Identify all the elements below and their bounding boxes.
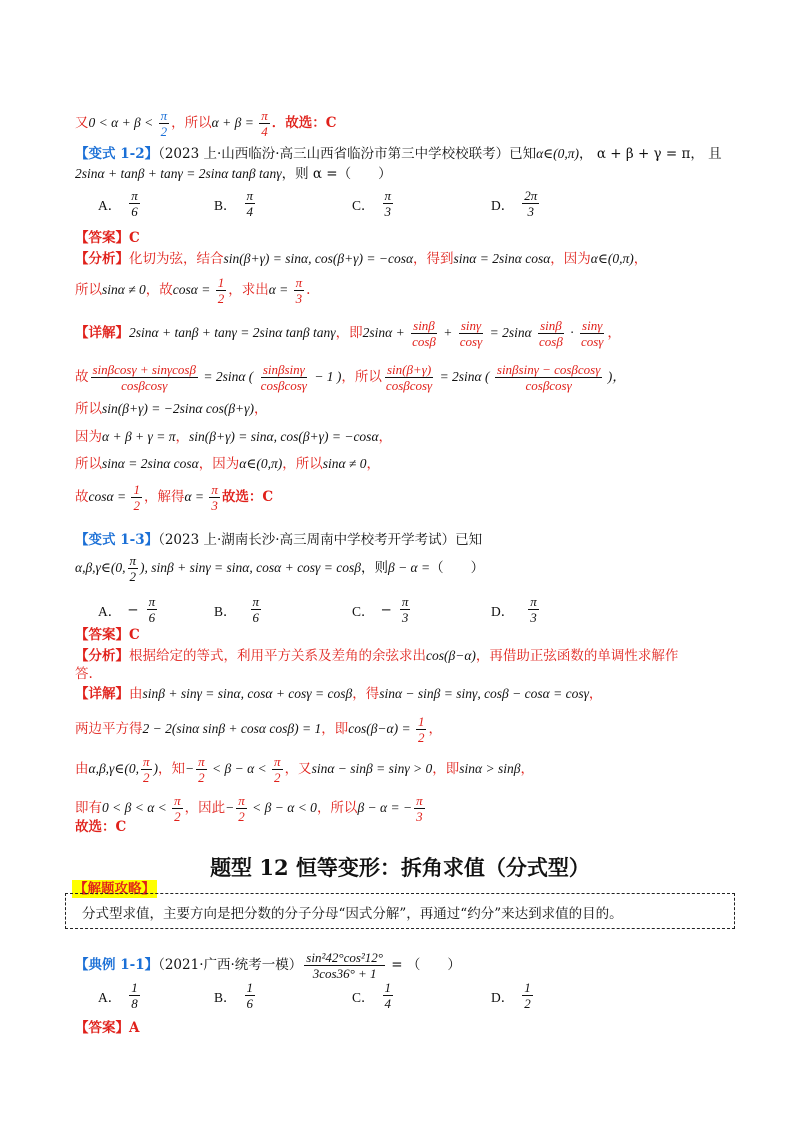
tip-text: 分式型求值，主要方向是把分数的分子分母“因式分解”，再通过“约分”来达到求值的目的。 xyxy=(82,906,623,922)
math: α + β = xyxy=(211,115,258,130)
v13-detail-line1: 【详解】由sinβ + sinγ = sinα, cosα + cosγ = cosβ，得sinα − sinβ = sinγ, cosβ − cosα = cosγ， xyxy=(75,686,603,702)
text: ．故选：C xyxy=(271,115,337,131)
v12-detail-line5: 所以sinα = 2sinα cosα，因为α∈(0,π)，所以sinα ≠ 0， xyxy=(75,456,380,472)
v12-analysis-line1: 【分析】化切为弦，结合sin(β+γ) = sinα, cos(β+γ) = −cosα，得到sinα = 2sinα cosα，因为α∈(0,π)， xyxy=(75,251,648,267)
ex11-question: 【典例 1-1】（2021·广西·统考一模） $\frac{\text{sin²42°cos²12°}}{3\cos 36^\circ + 1}$ = （ ） xyxy=(75,950,461,981)
v12-question-line1 xyxy=(75,145,722,163)
v12-option-c[interactable]: C． $\frac{\pi}{3}$ xyxy=(352,188,392,219)
math: 0 < α + β < xyxy=(88,115,157,130)
v13-question-line2: α,β,γ∈(0, $\frac{\pi}{2}$ ), sinβ + sinγ = sinα, cosα + cosγ = cosβ，则β − α =（ ） xyxy=(75,553,485,584)
v13-analysis-line2: 答. xyxy=(75,666,93,682)
v12-detail-line1: 【详解】2sinα + tanβ + tanγ = 2sinα tanβ tanγ，即2sinα + $\frac{\sin\beta}{\cos\beta}$ + $\frac{\sin\gamma}{\cos\gamma}$ = 2sinα $\frac{\sin\beta}{\cos\beta}$ · $\frac{\sin\gamma}{\cos\gamma}$ ， xyxy=(75,318,621,349)
fraction: $\frac{\pi}{4}$ xyxy=(261,108,268,139)
variant-tag: 【变式 1-2】 xyxy=(75,146,159,162)
v13-answer: 【答案】C xyxy=(75,627,140,643)
ex11-answer: 【答案】A xyxy=(75,1020,140,1036)
intro-line xyxy=(75,108,336,139)
v12-detail-line4: 因为α + β + γ = π，sin(β+γ) = sinα, cos(β+γ) = −cosα， xyxy=(75,429,393,445)
v12-option-a[interactable]: A． $\frac{\pi}{6}$ xyxy=(98,188,138,219)
v13-analysis-line1: 【分析】根据给定的等式，利用平方关系及差角的余弦求出cos(β−α)，再借助正弦函数的单调性求解作 xyxy=(75,648,679,664)
v13-detail-line5: 故选：C xyxy=(75,819,127,835)
v12-detail-line2: 故 $\frac{\sin\beta\cos\gamma + \sin\gamma\cos\beta}{\cos\beta\cos\gamma}$ = 2sinα ( $\frac{\sin\beta\sin\gamma}{\cos\beta\cos\gamma}$ − 1 )，所以 $\frac{\sin(\beta+\gamma)}{\cos\beta\cos\gamma}$ = 2sinα ( $\frac{\sin\beta\sin\gamma - \cos\beta\cos\gamma}{\cos\beta\cos\gamma}$ )， xyxy=(75,362,626,393)
tip-tag: 【解题攻略】 xyxy=(74,881,155,897)
v13-option-d[interactable]: D． $\frac{\pi}{3}$ xyxy=(491,594,537,625)
math: α∈(0,π) xyxy=(536,146,580,161)
source: （2023 上·山西临汾·高三山西省临汾市第三中学校校联考）已知 xyxy=(158,146,537,162)
ex11-option-a[interactable]: A． $\frac{1}{8}$ xyxy=(98,980,138,1011)
ex11-option-c[interactable]: C． $\frac{1}{4}$ xyxy=(352,980,392,1011)
text: ，则 α =（ ） xyxy=(281,166,392,182)
v13-question-line1: 【变式 1-3】（2023 上·湖南长沙·高三周南中学校考开学考试）已知 xyxy=(75,532,483,548)
text: ，所以 xyxy=(171,115,212,131)
v13-detail-line2: 两边平方得2 − 2(sinα sinβ + cosα cosβ) = 1，即cos(β−α) = $\frac{1}{2}$ ， xyxy=(75,714,442,745)
v13-detail-line3: 由α,β,γ∈(0, $\frac{\pi}{2}$ )，知− $\frac{\pi}{2}$ < β − α < $\frac{\pi}{2}$ ，又sinα − sinβ = sinγ > 0，即sinα > sinβ， xyxy=(75,754,534,785)
text: 又 xyxy=(75,115,89,131)
text: ， α + β + γ = π， 且 xyxy=(579,146,722,162)
v12-analysis-line2: 所以sinα ≠ 0，故cosα = $\frac{1}{2}$ ，求出α = $\frac{\pi}{3}$ . xyxy=(75,275,311,306)
v13-option-b[interactable]: B． $\frac{\pi}{6}$ xyxy=(214,594,260,625)
v12-option-b[interactable]: B． $\frac{\pi}{4}$ xyxy=(214,188,254,219)
math: 2sinα + tanβ + tanγ = 2sinα tanβ tanγ xyxy=(75,166,282,181)
v12-detail-line6: 故cosα = $\frac{1}{2}$ ，解得α = $\frac{\pi}{3}$ 故选：C xyxy=(75,482,274,513)
ex11-option-b[interactable]: B． $\frac{1}{6}$ xyxy=(214,980,254,1011)
v12-question-line2 xyxy=(75,165,392,183)
v13-option-c[interactable]: C． − $\frac{\pi}{3}$ xyxy=(352,594,409,625)
fraction: $\frac{\pi}{2}$ xyxy=(160,108,168,139)
v12-option-d[interactable]: D． $\frac{2\pi}{3}$ xyxy=(491,188,538,219)
section-heading: 题型 12 恒等变形：拆角求值（分式型） xyxy=(210,855,590,880)
ex11-option-d[interactable]: D． $\frac{1}{2}$ xyxy=(491,980,531,1011)
v13-detail-line4: 即有0 < β < α < $\frac{\pi}{2}$ ，因此− $\frac{\pi}{2}$ < β − α < 0，所以β − α = − $\frac{\pi}{3}$ xyxy=(75,793,423,824)
v12-detail-line3: 所以sin(β+γ) = −2sinα cos(β+γ)， xyxy=(75,401,268,417)
v13-option-a[interactable]: A． − $\frac{\pi}{6}$ xyxy=(98,594,156,625)
v12-answer: 【答案】C xyxy=(75,230,140,246)
